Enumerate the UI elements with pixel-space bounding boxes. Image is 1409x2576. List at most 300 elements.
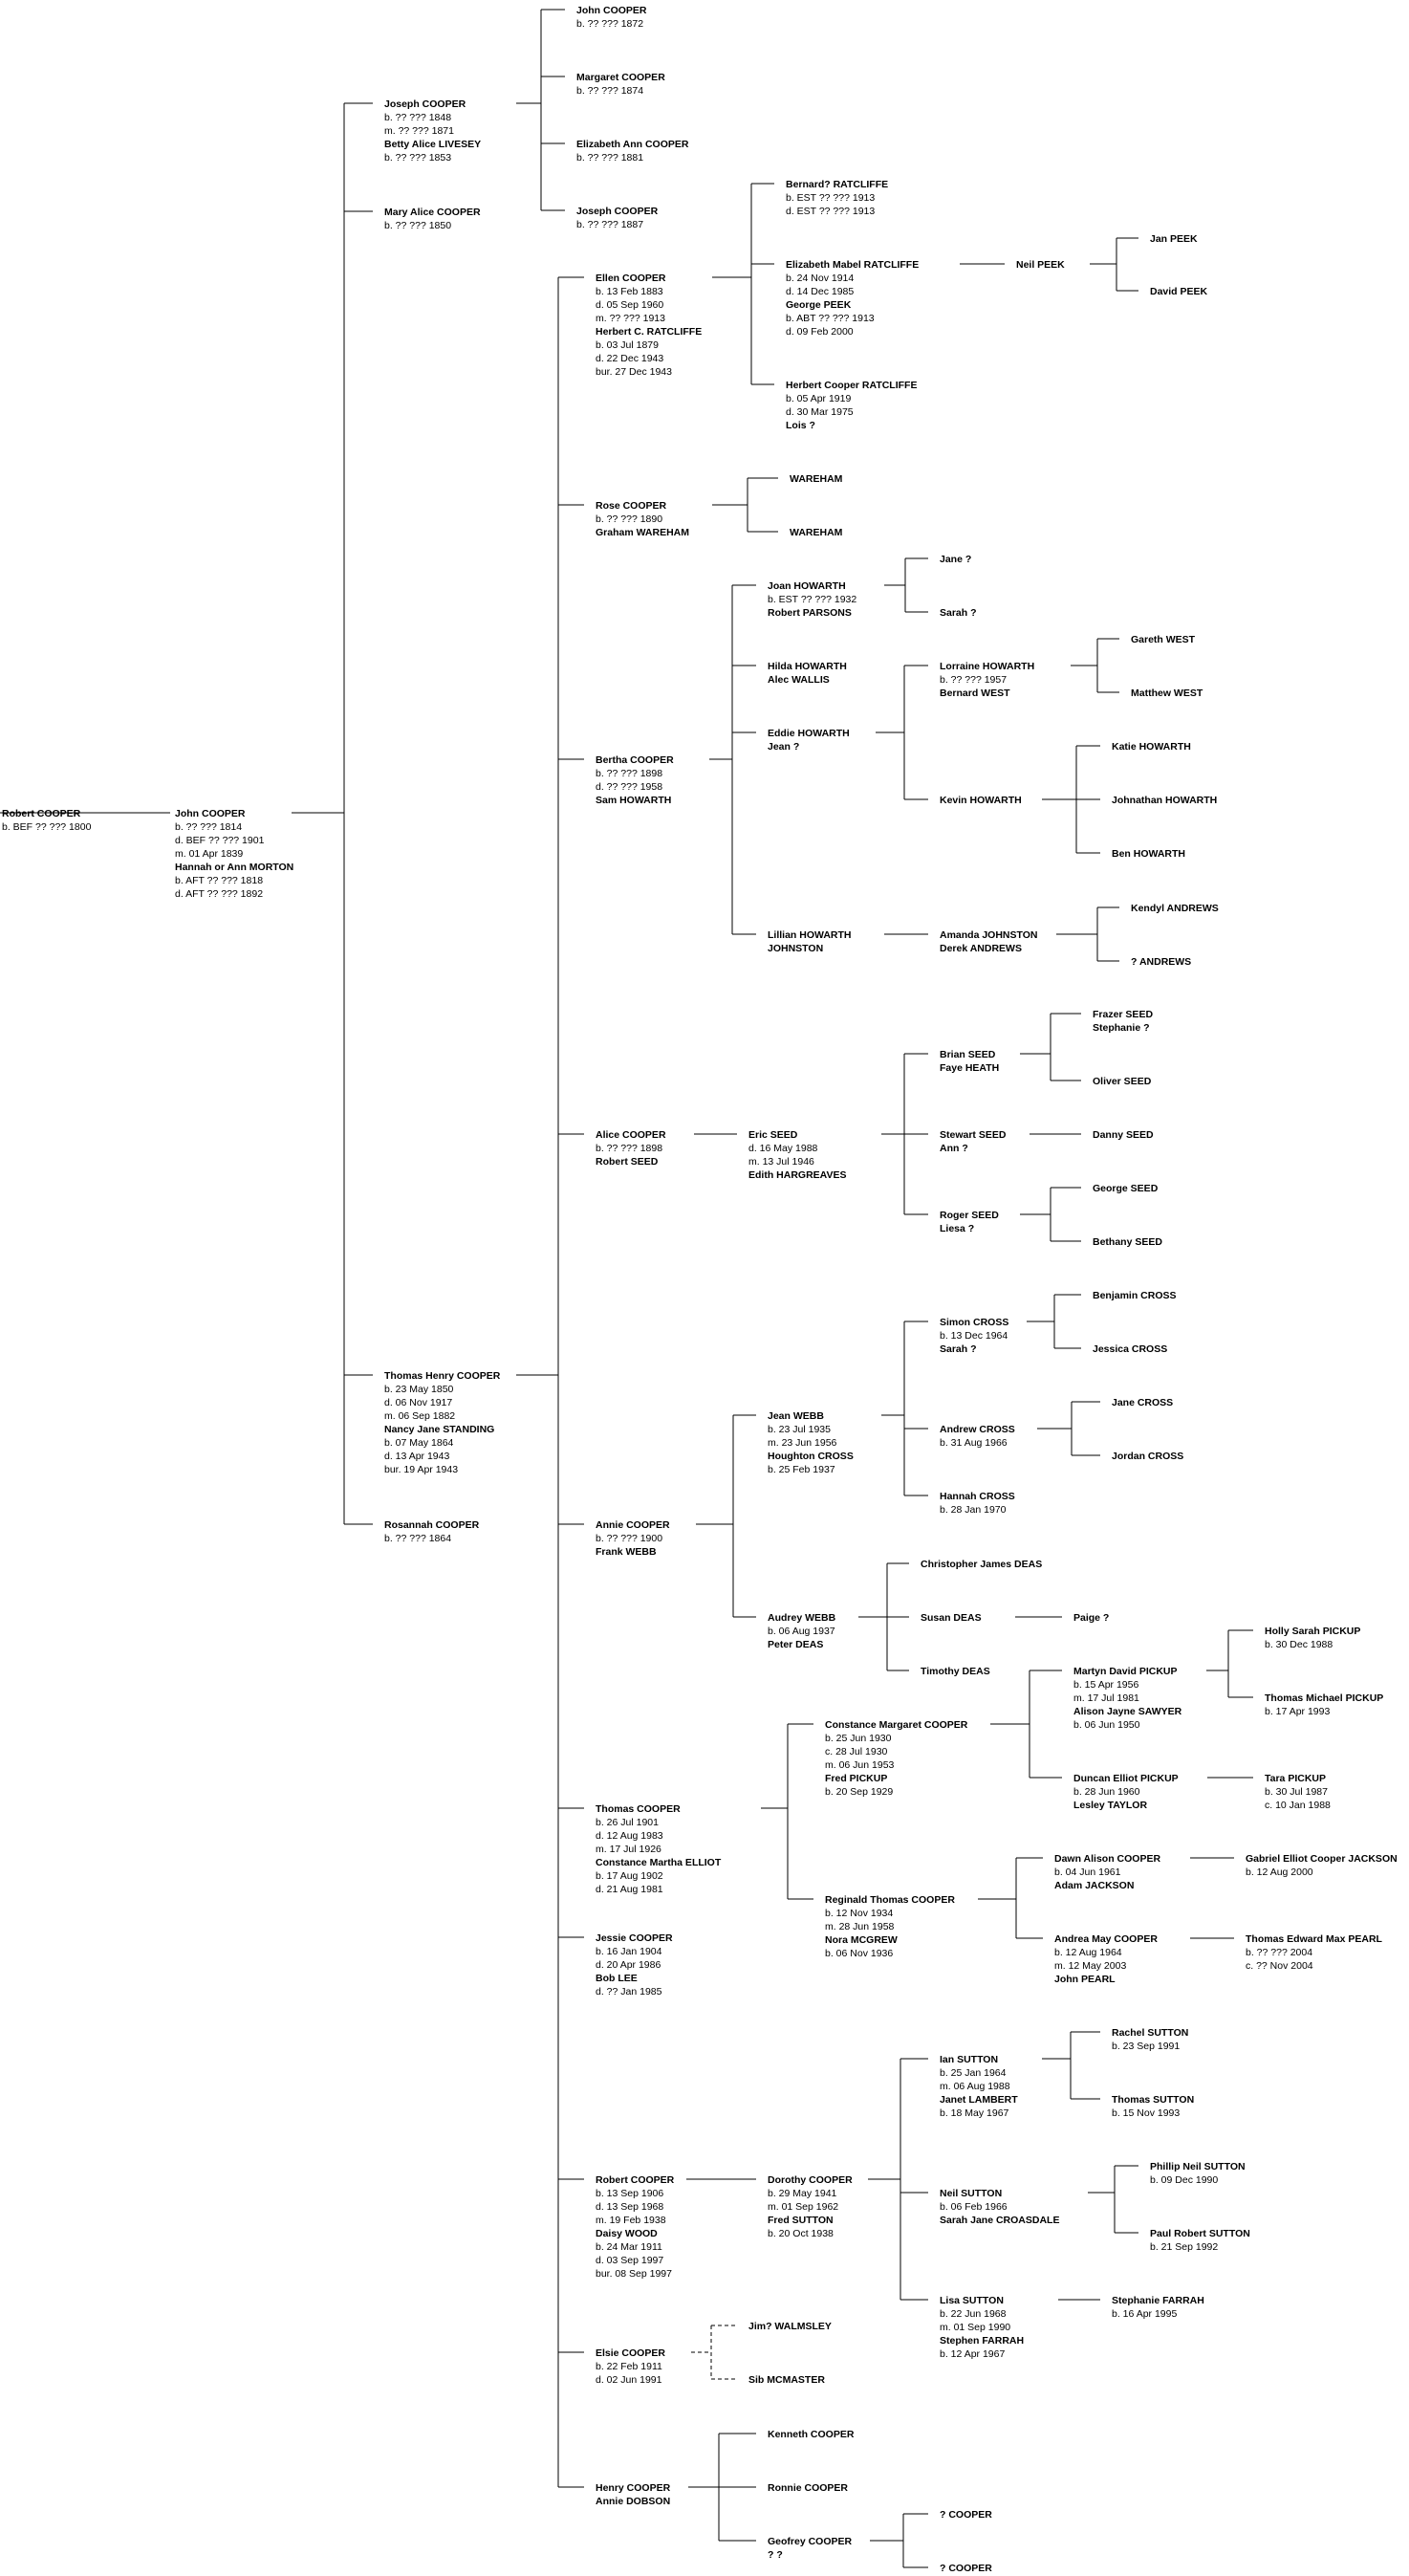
person-name: Stephen FARRAH [940, 2335, 1025, 2347]
person-detail: b. 03 Jul 1879 [596, 339, 659, 351]
person-detail: b. 12 Nov 1934 [825, 1908, 894, 1919]
person-detail: b. ?? ??? 1850 [384, 220, 452, 231]
person-andrew-cross [940, 1423, 1015, 1450]
person-name: Joseph COOPER [384, 98, 466, 110]
person-name: Stephanie ? [1093, 1022, 1150, 1034]
person-thomas-cooper-1901 [596, 1802, 721, 1896]
person-david-peek [1150, 285, 1207, 298]
person-phillip-neil-sutton [1150, 2160, 1246, 2187]
person-thomas-edward-max-pearl [1246, 1932, 1382, 1973]
person-name: Neil PEEK [1016, 259, 1065, 271]
person-sarah-q-parsons [940, 606, 977, 620]
person-name: Graham WAREHAM [596, 527, 690, 538]
person-detail: c. ?? Nov 2004 [1246, 1960, 1313, 1972]
person-name: Alice COOPER [596, 1129, 666, 1141]
person-joseph-cooper-1887 [576, 205, 658, 231]
person-name: Constance Margaret COOPER [825, 1719, 968, 1731]
person-detail: m. 28 Jun 1958 [825, 1921, 895, 1932]
person-name: Betty Alice LIVESEY [384, 139, 482, 150]
person-john-cooper-1872 [576, 4, 647, 31]
person-name: Rosannah COOPER [384, 1519, 480, 1531]
person-detail: b. 16 Apr 1995 [1112, 2308, 1178, 2320]
person-detail: b. ?? ??? 1898 [596, 768, 663, 779]
person-q-cooper-2 [940, 2562, 992, 2575]
person-detail: b. 25 Feb 1937 [768, 1464, 835, 1475]
person-detail: b. 18 May 1967 [940, 2107, 1009, 2119]
person-name: George SEED [1093, 1183, 1159, 1194]
person-detail: m. 23 Jun 1956 [768, 1437, 837, 1449]
person-name: Henry COOPER [596, 2482, 671, 2494]
person-name: Andrew CROSS [940, 1424, 1015, 1435]
person-name: Alec WALLIS [768, 674, 830, 686]
person-name: Jim? WALMSLEY [748, 2321, 832, 2332]
person-danny-seed [1093, 1128, 1154, 1142]
person-name: ? ANDREWS [1131, 956, 1192, 968]
person-name: Sarah ? [940, 607, 977, 619]
person-detail: m. 06 Sep 1882 [384, 1410, 456, 1422]
person-detail: d. 13 Apr 1943 [384, 1451, 450, 1462]
person-martyn-david-pickup [1073, 1665, 1181, 1732]
person-stewart-seed [940, 1128, 1006, 1155]
person-name: Andrea May COOPER [1054, 1933, 1158, 1945]
person-name: Rachel SUTTON [1112, 2027, 1189, 2039]
person-detail: b. 04 Jun 1961 [1054, 1867, 1121, 1878]
person-detail: d. 16 May 1988 [748, 1143, 818, 1154]
person-detail: d. 13 Sep 1968 [596, 2201, 664, 2213]
person-detail: d. EST ?? ??? 1913 [786, 206, 876, 217]
person-name: Lisa SUTTON [940, 2295, 1004, 2306]
person-detail: m. 17 Jul 1981 [1073, 1692, 1139, 1704]
person-name: Kenneth COOPER [768, 2429, 855, 2440]
person-elizabeth-mabel-ratcliffe [786, 258, 919, 338]
person-name: Robert SEED [596, 1156, 659, 1168]
person-brian-seed [940, 1048, 999, 1075]
person-henry-cooper [596, 2481, 670, 2508]
person-name: Ronnie COOPER [768, 2482, 849, 2494]
person-name: Ben HOWARTH [1112, 848, 1185, 860]
person-name: Hilda HOWARTH [768, 661, 847, 672]
person-name: Simon CROSS [940, 1317, 1009, 1328]
person-gareth-west [1131, 633, 1195, 646]
person-ellen-cooper [596, 272, 702, 379]
person-detail: m. 01 Sep 1990 [940, 2322, 1011, 2333]
person-name: Lorraine HOWARTH [940, 661, 1035, 672]
person-name: Bethany SEED [1093, 1236, 1162, 1248]
person-detail: b. 31 Aug 1966 [940, 1437, 1008, 1449]
person-detail: b. 16 Jan 1904 [596, 1946, 662, 1957]
person-frazer-seed [1093, 1008, 1153, 1035]
person-constance-margaret-cooper [825, 1718, 967, 1799]
person-name: Oliver SEED [1093, 1076, 1152, 1087]
person-matthew-west [1131, 687, 1203, 700]
person-name: Audrey WEBB [768, 1612, 836, 1624]
person-name: Reginald Thomas COOPER [825, 1894, 955, 1906]
person-jane-q [940, 553, 971, 566]
person-name: Sarah Jane CROASDALE [940, 2215, 1060, 2226]
person-detail: m. 01 Sep 1962 [768, 2201, 839, 2213]
person-tara-pickup [1265, 1772, 1331, 1812]
person-detail: b. EST ?? ??? 1913 [786, 192, 876, 204]
person-robert-cooper-1800 [2, 807, 91, 834]
person-name: Adam JACKSON [1054, 1880, 1135, 1891]
person-detail: m. ?? ??? 1871 [384, 125, 454, 137]
person-name: Robert PARSONS [768, 607, 852, 619]
person-name: Kevin HOWARTH [940, 795, 1022, 806]
person-name: Danny SEED [1093, 1129, 1154, 1141]
person-holly-sarah-pickup [1265, 1625, 1360, 1651]
person-name: Bertha COOPER [596, 754, 674, 766]
person-q-andrews [1131, 955, 1191, 969]
person-name: Martyn David PICKUP [1073, 1666, 1178, 1677]
person-ben-howarth [1112, 847, 1185, 861]
person-name: Neil SUTTON [940, 2188, 1003, 2199]
person-name: Tara PICKUP [1265, 1773, 1326, 1784]
person-detail: d. 03 Sep 1997 [596, 2255, 664, 2266]
person-detail: b. ?? ??? 2004 [1246, 1947, 1313, 1958]
person-mary-alice-cooper [384, 206, 481, 232]
person-ian-sutton [940, 2053, 1018, 2120]
person-detail: b. 09 Dec 1990 [1150, 2174, 1219, 2186]
person-jessica-cross [1093, 1343, 1167, 1356]
person-detail: b. 22 Feb 1911 [596, 2361, 662, 2372]
person-detail: b. 06 Feb 1966 [940, 2201, 1008, 2213]
person-name: Edith HARGREAVES [748, 1169, 847, 1181]
person-detail: b. ?? ??? 1848 [384, 112, 452, 123]
person-name: Annie DOBSON [596, 2496, 671, 2507]
person-name: Nora MCGREW [825, 1934, 898, 1946]
person-detail: b. 06 Nov 1936 [825, 1948, 894, 1959]
person-name: Dorothy COOPER [768, 2174, 853, 2186]
person-detail: b. 25 Jan 1964 [940, 2067, 1007, 2079]
person-benjamin-cross [1093, 1289, 1177, 1302]
person-detail: b. 13 Sep 1906 [596, 2188, 664, 2199]
person-lorraine-howarth [940, 660, 1034, 700]
person-robert-cooper-1906 [596, 2173, 674, 2281]
person-name: Eddie HOWARTH [768, 728, 850, 739]
person-name: Constance Martha ELLIOT [596, 1857, 722, 1868]
person-sib-mcmaster [748, 2373, 825, 2387]
person-name: Gareth WEST [1131, 634, 1196, 645]
person-timothy-deas [921, 1665, 990, 1678]
person-detail: d. 02 Jun 1991 [596, 2374, 662, 2386]
person-detail: b. 12 Aug 1964 [1054, 1947, 1122, 1958]
person-name: Jane ? [940, 554, 972, 565]
person-jim-walmsley [748, 2320, 832, 2333]
person-detail: d. ?? ??? 1958 [596, 781, 663, 793]
person-katie-howarth [1112, 740, 1191, 753]
person-name: Ann ? [940, 1143, 968, 1154]
person-detail: b. 28 Jan 1970 [940, 1504, 1007, 1516]
person-name: John COOPER [175, 808, 246, 819]
person-kendyl-andrews [1131, 902, 1219, 915]
person-name: Lois ? [786, 420, 815, 431]
person-name: Jean WEBB [768, 1410, 824, 1422]
person-duncan-elliot-pickup [1073, 1772, 1179, 1812]
person-wareham-1 [790, 472, 842, 486]
person-detail: d. 12 Aug 1983 [596, 1830, 663, 1842]
person-christopher-james-deas [921, 1558, 1042, 1571]
person-jordan-cross [1112, 1450, 1183, 1463]
person-detail: d. 06 Nov 1917 [384, 1397, 453, 1408]
person-alice-cooper [596, 1128, 666, 1168]
person-detail: d. 21 Aug 1981 [596, 1884, 663, 1895]
person-joseph-cooper-1848 [384, 98, 481, 164]
person-name: Elizabeth Mabel RATCLIFFE [786, 259, 920, 271]
person-detail: b. ?? ??? 1874 [576, 85, 644, 97]
person-amanda-johnston [940, 928, 1038, 955]
person-detail: b. 23 Jul 1935 [768, 1424, 831, 1435]
person-detail: m. 06 Aug 1988 [940, 2081, 1010, 2092]
person-detail: b. 07 May 1864 [384, 1437, 454, 1449]
person-detail: b. 15 Nov 1993 [1112, 2107, 1181, 2119]
person-name: Elizabeth Ann COOPER [576, 139, 689, 150]
person-name: Susan DEAS [921, 1612, 982, 1624]
person-detail: m. 19 Feb 1938 [596, 2215, 666, 2226]
person-name: Frank WEBB [596, 1546, 657, 1558]
person-name: Ian SUTTON [940, 2054, 999, 2065]
person-name: Bernard? RATCLIFFE [786, 179, 889, 190]
person-bertha-cooper [596, 753, 674, 807]
person-detail: b. 30 Jul 1987 [1265, 1786, 1328, 1798]
person-jane-cross [1112, 1396, 1173, 1409]
person-name: WAREHAM [790, 527, 843, 538]
person-annie-cooper [596, 1518, 670, 1559]
person-detail: b. 21 Sep 1992 [1150, 2241, 1219, 2253]
person-name: Frazer SEED [1093, 1009, 1154, 1020]
person-name: George PEEK [786, 299, 852, 311]
person-detail: b. 30 Dec 1988 [1265, 1639, 1333, 1650]
person-name: Jessie COOPER [596, 1932, 673, 1944]
person-detail: b. 23 May 1850 [384, 1384, 454, 1395]
person-name: Thomas Michael PICKUP [1265, 1692, 1384, 1704]
person-detail: d. 05 Sep 1960 [596, 299, 664, 311]
person-detail: m. 13 Jul 1946 [748, 1156, 814, 1168]
person-detail: b. ?? ??? 1898 [596, 1143, 663, 1154]
person-detail: b. 20 Sep 1929 [825, 1786, 894, 1798]
person-name: Joseph COOPER [576, 206, 659, 217]
person-detail: b. 06 Jun 1950 [1073, 1719, 1140, 1731]
person-detail: b. 22 Jun 1968 [940, 2308, 1007, 2320]
person-eric-seed [748, 1128, 846, 1182]
person-name: Margaret COOPER [576, 72, 665, 83]
person-detail: b. BEF ?? ??? 1800 [2, 821, 92, 833]
person-detail: b. ABT ?? ??? 1913 [786, 313, 875, 324]
person-john-cooper-1814 [175, 807, 293, 901]
person-detail: bur. 19 Apr 1943 [384, 1464, 459, 1475]
person-ronnie-cooper [768, 2481, 848, 2495]
person-name: Stephanie FARRAH [1112, 2295, 1204, 2306]
person-detail: b. 25 Jun 1930 [825, 1733, 892, 1744]
person-name: Robert COOPER [2, 808, 81, 819]
person-rachel-sutton [1112, 2026, 1188, 2053]
person-name: Alison Jayne SAWYER [1073, 1706, 1182, 1717]
person-hilda-howarth [768, 660, 847, 687]
person-name: Amanda JOHNSTON [940, 929, 1038, 941]
person-detail: b. 12 Aug 2000 [1246, 1867, 1313, 1878]
person-name: Eric SEED [748, 1129, 798, 1141]
person-detail: m. ?? ??? 1913 [596, 313, 665, 324]
person-oliver-seed [1093, 1075, 1151, 1088]
person-detail: m. 06 Jun 1953 [825, 1759, 895, 1771]
person-dawn-alison-cooper [1054, 1852, 1160, 1892]
person-detail: b. ?? ??? 1872 [576, 18, 644, 30]
person-name: Jane CROSS [1112, 1397, 1174, 1408]
person-name: ? ? [768, 2549, 783, 2561]
person-detail: m. 01 Apr 1839 [175, 848, 244, 860]
person-name: Nancy Jane STANDING [384, 1424, 495, 1435]
person-detail: b. 05 Apr 1919 [786, 393, 852, 404]
person-dorothy-cooper [768, 2173, 853, 2240]
person-detail: b. ?? ??? 1864 [384, 1533, 452, 1544]
person-audrey-webb [768, 1611, 835, 1651]
person-name: John COOPER [576, 5, 647, 16]
person-name: Benjamin CROSS [1093, 1290, 1177, 1301]
person-detail: d. 20 Apr 1986 [596, 1959, 661, 1971]
person-detail: b. 24 Nov 1914 [786, 273, 855, 284]
person-name: Thomas COOPER [596, 1803, 681, 1815]
person-reginald-thomas-cooper [825, 1893, 955, 1960]
person-detail: c. 10 Jan 1988 [1265, 1800, 1331, 1811]
person-name: Thomas Henry COOPER [384, 1370, 501, 1382]
person-neil-peek [1016, 258, 1065, 272]
person-paul-robert-sutton [1150, 2227, 1250, 2254]
person-detail: d. BEF ?? ??? 1901 [175, 835, 265, 846]
person-name: Faye HEATH [940, 1062, 1000, 1074]
person-name: Lillian HOWARTH [768, 929, 852, 941]
person-q-cooper-1 [940, 2508, 992, 2521]
person-detail: b. ?? ??? 1853 [384, 152, 452, 164]
person-name: Jan PEEK [1150, 233, 1198, 245]
person-name: Jean ? [768, 741, 800, 753]
person-detail: bur. 27 Dec 1943 [596, 366, 672, 378]
person-detail: d. 09 Feb 2000 [786, 326, 854, 338]
person-detail: b. 13 Feb 1883 [596, 286, 663, 297]
person-name: Phillip Neil SUTTON [1150, 2161, 1246, 2172]
person-name: Roger SEED [940, 1210, 999, 1221]
person-roger-seed [940, 1209, 999, 1235]
person-name: Holly Sarah PICKUP [1265, 1626, 1361, 1637]
person-name: Bob LEE [596, 1973, 638, 1984]
person-detail: b. 26 Jul 1901 [596, 1817, 659, 1828]
person-detail: b. 28 Jun 1960 [1073, 1786, 1140, 1798]
person-detail: d. ?? Jan 1985 [596, 1986, 662, 1997]
person-geofrey-cooper [768, 2535, 852, 2562]
person-name: Paul Robert SUTTON [1150, 2228, 1250, 2239]
person-name: Herbert C. RATCLIFFE [596, 326, 703, 338]
person-detail: d. 22 Dec 1943 [596, 353, 664, 364]
person-hannah-cross [940, 1490, 1015, 1517]
person-name: Bernard WEST [940, 688, 1010, 699]
person-name: Rose COOPER [596, 500, 667, 512]
person-stephanie-farrah [1112, 2294, 1204, 2321]
person-jessie-cooper [596, 1932, 673, 1998]
person-name: Gabriel Elliot Cooper JACKSON [1246, 1853, 1398, 1865]
person-herbert-cooper-ratcliffe [786, 379, 917, 432]
person-name: Matthew WEST [1131, 688, 1203, 699]
person-eddie-howarth [768, 727, 850, 753]
person-detail: b. ?? ??? 1814 [175, 821, 243, 833]
person-name: Duncan Elliot PICKUP [1073, 1773, 1179, 1784]
person-name: Liesa ? [940, 1223, 975, 1234]
person-detail: b. EST ?? ??? 1932 [768, 594, 857, 605]
person-name: Daisy WOOD [596, 2228, 658, 2239]
person-detail: d. AFT ?? ??? 1892 [175, 888, 264, 900]
person-name: Robert COOPER [596, 2174, 675, 2186]
person-name: WAREHAM [790, 473, 843, 485]
person-paige-q [1073, 1611, 1109, 1625]
person-detail: b. 20 Oct 1938 [768, 2228, 834, 2239]
person-detail: b. 17 Apr 1993 [1265, 1706, 1331, 1717]
person-detail: b. 15 Apr 1956 [1073, 1679, 1139, 1691]
person-detail: c. 28 Jul 1930 [825, 1746, 888, 1757]
person-name: ? COOPER [940, 2509, 992, 2521]
person-thomas-michael-pickup [1265, 1692, 1383, 1718]
person-name: Fred SUTTON [768, 2215, 834, 2226]
person-name: John PEARL [1054, 1974, 1116, 1985]
person-name: Brian SEED [940, 1049, 996, 1060]
person-detail: b. 06 Aug 1937 [768, 1626, 835, 1637]
person-name: Annie COOPER [596, 1519, 670, 1531]
person-detail: b. 24 Mar 1911 [596, 2241, 662, 2253]
person-name: Sam HOWARTH [596, 795, 672, 806]
person-elizabeth-ann-cooper [576, 138, 688, 164]
person-name: Dawn Alison COOPER [1054, 1853, 1161, 1865]
person-name: Geofrey COOPER [768, 2536, 853, 2547]
person-detail: b. 17 Aug 1902 [596, 1870, 663, 1882]
person-rosannah-cooper [384, 1518, 479, 1545]
person-neil-sutton [940, 2187, 1059, 2227]
person-name: Fred PICKUP [825, 1773, 888, 1784]
person-name: David PEEK [1150, 286, 1208, 297]
person-name: Thomas Edward Max PEARL [1246, 1933, 1382, 1945]
person-thomas-sutton [1112, 2093, 1194, 2120]
person-detail: b. ?? ??? 1890 [596, 513, 663, 525]
person-elsie-cooper [596, 2347, 665, 2387]
person-name: Herbert Cooper RATCLIFFE [786, 380, 918, 391]
person-andrea-may-cooper [1054, 1932, 1158, 1986]
person-name: Lesley TAYLOR [1073, 1800, 1148, 1811]
person-name: Sib MCMASTER [748, 2374, 825, 2386]
person-name: Jordan CROSS [1112, 1451, 1184, 1462]
person-susan-deas [921, 1611, 982, 1625]
person-name: Janet LAMBERT [940, 2094, 1018, 2106]
person-detail: m. 17 Jul 1926 [596, 1844, 661, 1855]
person-detail: b. ?? ??? 1957 [940, 674, 1008, 686]
person-joan-howarth [768, 579, 856, 620]
person-name: Hannah CROSS [940, 1491, 1015, 1502]
person-name: Peter DEAS [768, 1639, 824, 1650]
person-name: Houghton CROSS [768, 1451, 854, 1462]
person-detail: bur. 08 Sep 1997 [596, 2268, 672, 2280]
person-name: Thomas SUTTON [1112, 2094, 1195, 2106]
person-lisa-sutton [940, 2294, 1024, 2361]
person-simon-cross [940, 1316, 1008, 1356]
person-name: Hannah or Ann MORTON [175, 862, 294, 873]
person-lillian-howarth [768, 928, 852, 955]
person-name: Sarah ? [940, 1343, 977, 1355]
person-name: Timothy DEAS [921, 1666, 990, 1677]
person-detail: d. 30 Mar 1975 [786, 406, 854, 418]
person-name: Stewart SEED [940, 1129, 1007, 1141]
person-jean-webb [768, 1409, 854, 1476]
person-detail: b. 12 Apr 1967 [940, 2348, 1006, 2360]
person-rose-cooper [596, 499, 689, 539]
person-bernard-ratcliffe [786, 178, 888, 218]
person-george-seed [1093, 1182, 1158, 1195]
person-margaret-cooper [576, 71, 665, 98]
person-name: Katie HOWARTH [1112, 741, 1191, 753]
person-jan-peek [1150, 232, 1198, 246]
